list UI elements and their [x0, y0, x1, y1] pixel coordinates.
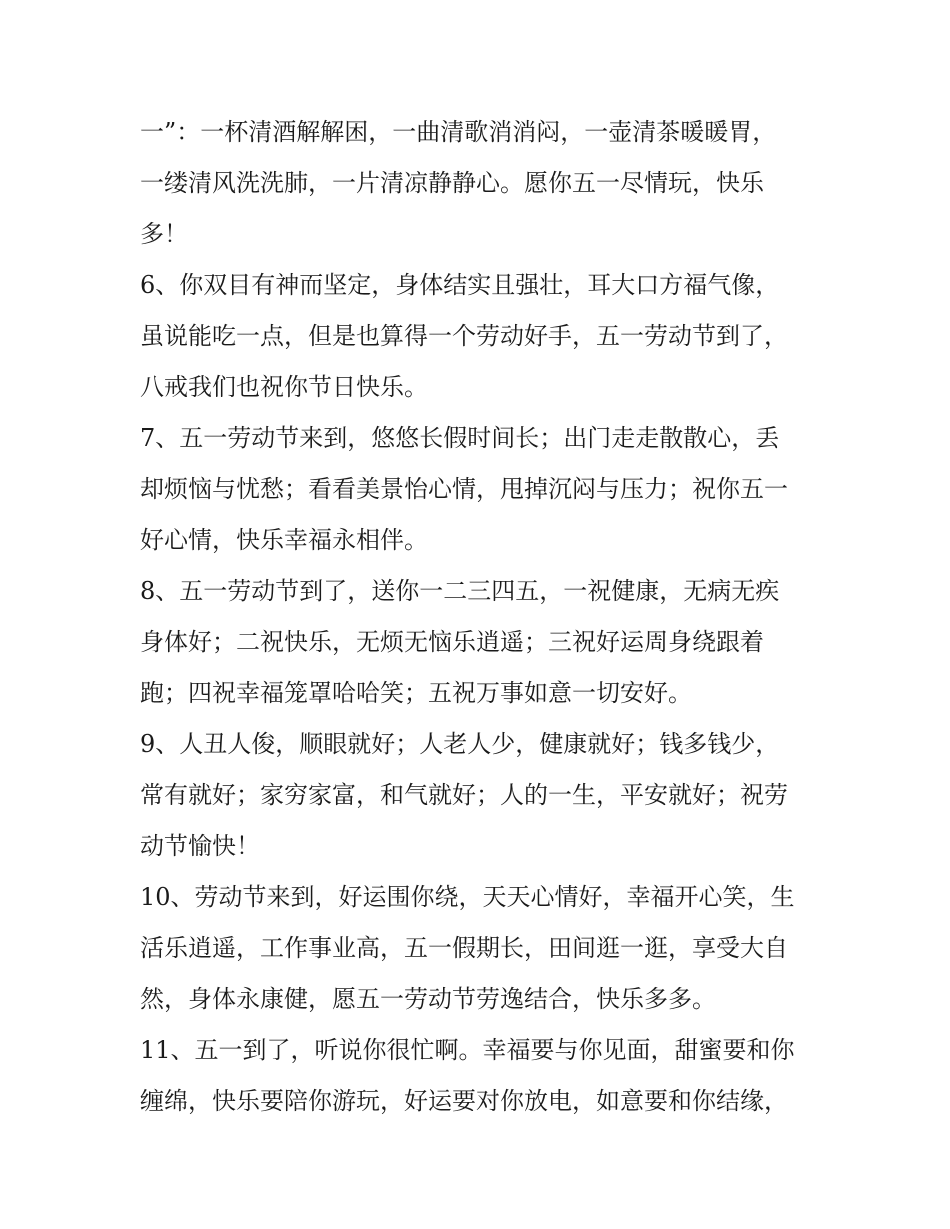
text-line: 好心情，快乐幸福永相伴。 — [140, 526, 428, 554]
text-line: 一”：一杯清酒解解困，一曲清歌消消闷，一壶清茶暖暖胃， — [140, 118, 777, 146]
text-line: 6、你双目有神而坚定，身体结实且强壮，耳大口方福气像， — [140, 271, 780, 299]
text-line: 9、人丑人俊，顺眼就好；人老人少，健康就好；钱多钱少， — [140, 730, 780, 758]
text-line: 多！ — [140, 220, 188, 248]
document-page — [140, 107, 820, 1127]
text-line: 却烦恼与忧愁；看看美景怡心情，甩掉沉闷与压力；祝你五一 — [140, 475, 788, 503]
paragraph-item-10 — [140, 872, 820, 1025]
text-line: 10、劳动节来到，好运围你绕，天天心情好，幸福开心笑，生 — [140, 883, 795, 911]
text-line: 八戒我们也祝你节日快乐。 — [140, 373, 428, 401]
text-line: 然，身体永康健，愿五一劳动节劳逸结合，快乐多多。 — [140, 985, 716, 1013]
paragraph-item-11 — [140, 1025, 820, 1127]
paragraph-item-6 — [140, 260, 820, 413]
paragraph-intro-continuation — [140, 107, 820, 260]
text-line: 身体好；二祝快乐，无烦无恼乐逍遥；三祝好运周身绕跟着 — [140, 628, 764, 656]
text-line: 缠绵，快乐要陪你游玩，好运要对你放电，如意要和你结缘， — [140, 1087, 788, 1115]
text-line: 7、五一劳动节来到，悠悠长假时间长；出门走走散散心，丢 — [140, 424, 780, 452]
paragraph-item-7 — [140, 413, 820, 566]
text-line: 虽说能吃一点，但是也算得一个劳动好手，五一劳动节到了， — [140, 322, 788, 350]
text-line: 跑；四祝幸福笼罩哈哈笑；五祝万事如意一切安好。 — [140, 679, 692, 707]
text-line: 11、五一到了，听说你很忙啊。幸福要与你见面，甜蜜要和你 — [140, 1036, 795, 1064]
text-line: 8、五一劳动节到了，送你一二三四五，一祝健康，无病无疾 — [140, 577, 780, 605]
text-line: 常有就好；家穷家富，和气就好；人的一生，平安就好；祝劳 — [140, 781, 788, 809]
paragraph-item-8 — [140, 566, 820, 719]
text-line: 动节愉快！ — [140, 832, 260, 860]
text-line: 活乐逍遥，工作事业高，五一假期长，田间逛一逛，享受大自 — [140, 934, 788, 962]
paragraph-item-9 — [140, 719, 820, 872]
text-line: 一缕清风洗洗肺，一片清凉静静心。愿你五一尽情玩，快乐 — [140, 169, 764, 197]
